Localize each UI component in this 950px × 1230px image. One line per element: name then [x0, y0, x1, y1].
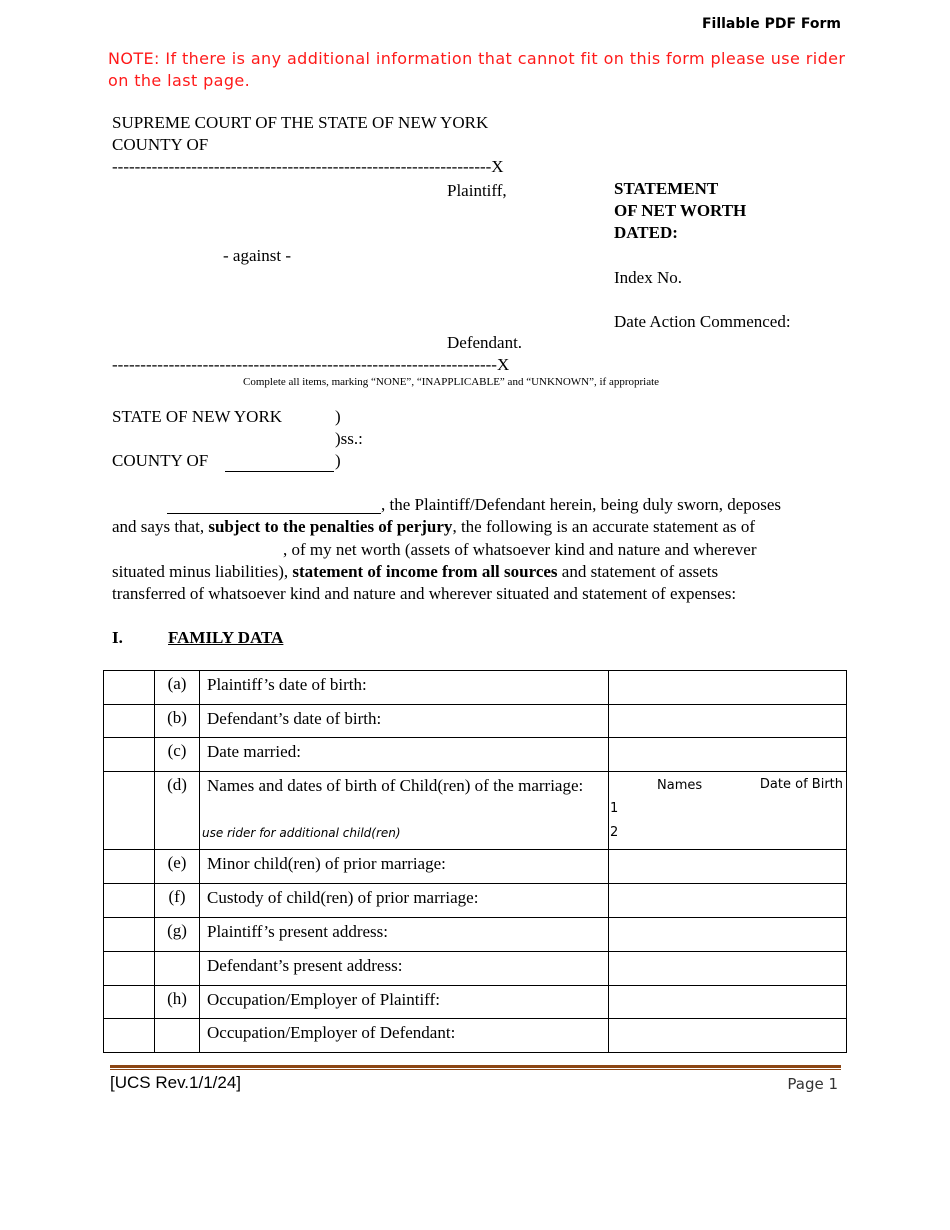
row-label: Occupation/Employer of Plaintiff: [200, 986, 609, 1019]
row-label: Minor child(ren) of prior marriage: [200, 850, 609, 884]
row-label: Plaintiff’s date of birth: [200, 671, 609, 705]
statement-date-field[interactable] [112, 539, 282, 559]
deponent-name-field[interactable] [167, 496, 381, 514]
child-1-number: 1 [610, 801, 619, 816]
caption-divider-bottom: --------------------------------------------------------------------X [112, 355, 510, 374]
row-letter [155, 1019, 200, 1053]
rider-note: NOTE: If there is any additional information that cannot fit on this form please use rider on the last page. [108, 49, 846, 90]
statement-dated: DATED: [614, 223, 678, 242]
table-row [104, 705, 847, 738]
table-row [104, 952, 847, 986]
row-letter: (h) [155, 986, 200, 1019]
revision-label: [UCS Rev.1/1/24] [110, 1073, 242, 1092]
oath-line-4-a: situated minus liabilities), [112, 562, 289, 581]
fillable-pdf-label: Fillable PDF Form [701, 16, 841, 32]
instructions-text: Complete all items, marking “NONE”, “INAPPLICABLE” and “UNKNOWN”, if appropriate [243, 376, 660, 388]
statement-title-1: STATEMENT [614, 179, 719, 198]
table-row [104, 671, 847, 705]
row-label: Defendant’s date of birth: [200, 705, 609, 738]
row-letter [155, 952, 200, 986]
names-header: Names [657, 778, 703, 793]
row-letter: (g) [155, 918, 200, 952]
defendant-label: Defendant. [447, 333, 523, 352]
statement-title-2: OF NET WORTH [614, 201, 747, 220]
against-label: - against - [223, 246, 291, 265]
oath-line-4 [112, 562, 718, 582]
oath-line-3: , of my net worth (assets of whatsoever kind and nature and wherever [283, 540, 757, 559]
row-label: Plaintiff’s present address: [200, 918, 609, 952]
venue-paren-1: ) [335, 407, 341, 426]
plaintiff-occupation-field[interactable] [609, 986, 847, 1019]
row-letter: (b) [155, 705, 200, 738]
table-row [104, 850, 847, 884]
row-label: Date married: [200, 738, 609, 772]
venue-paren-3: ) [335, 451, 341, 470]
children-label-cell [200, 772, 609, 850]
row-letter: (e) [155, 850, 200, 884]
defendant-address-field[interactable] [609, 952, 847, 986]
dob-header: Date of Birth [759, 777, 843, 792]
venue-state: STATE OF NEW YORK [112, 407, 283, 426]
row-label: Names and dates of birth of Child(ren) of the marriage: [207, 776, 584, 795]
child-2-number: 2 [610, 825, 619, 840]
defendant-dob-field[interactable] [609, 705, 847, 738]
table-row [104, 884, 847, 918]
row-letter: (d) [155, 772, 200, 850]
page-number: Page 1 [787, 1075, 838, 1093]
date-married-field[interactable] [609, 738, 847, 772]
oath-line-1: , the Plaintiff/Defendant herein, being duly sworn, deposes [381, 495, 782, 514]
row-letter: (c) [155, 738, 200, 772]
rider-hint: use rider for additional child(ren) [202, 826, 401, 840]
venue-county: COUNTY OF [112, 451, 209, 470]
oath-line-2-a: and says that, [112, 517, 205, 536]
prior-children-field[interactable] [609, 850, 847, 884]
oath-line-2-b: , the following is an accurate statement as of [452, 517, 756, 536]
row-label: Defendant’s present address: [200, 952, 609, 986]
oath-line-4-b: and statement of assets [561, 562, 719, 581]
family-data-table [103, 670, 847, 1053]
income-all-sources: statement of income from all sources [292, 562, 558, 581]
index-no-label: Index No. [614, 268, 682, 287]
plaintiff-address-field[interactable] [609, 918, 847, 952]
section-title: FAMILY DATA [168, 628, 284, 647]
table-row [104, 772, 847, 850]
section-number: I. [112, 628, 123, 647]
plaintiff-label: Plaintiff, [447, 181, 507, 200]
penalties-of-perjury: subject to the penalties of perjury [208, 517, 453, 536]
oath-line-5: transferred of whatsoever kind and nature and wherever situated and statement of expenses: [112, 584, 737, 603]
venue-county-field[interactable] [225, 452, 334, 472]
defendant-occupation-field[interactable] [609, 1019, 847, 1053]
court-name: SUPREME COURT OF THE STATE OF NEW YORK [112, 113, 489, 132]
row-letter: (f) [155, 884, 200, 918]
row-label: Custody of child(ren) of prior marriage: [200, 884, 609, 918]
oath-line-2 [112, 517, 755, 537]
table-row [104, 738, 847, 772]
row-label: Occupation/Employer of Defendant: [200, 1019, 609, 1053]
table-row [104, 986, 847, 1019]
county-label: COUNTY OF [112, 135, 209, 154]
venue-ss: )ss.: [335, 429, 363, 448]
table-row [104, 918, 847, 952]
children-field[interactable] [609, 772, 847, 850]
table-row [104, 1019, 847, 1053]
date-commenced-label: Date Action Commenced: [614, 312, 791, 331]
footer-rule [110, 1065, 841, 1068]
plaintiff-dob-field[interactable] [609, 671, 847, 705]
caption-divider-top: -------------------------------------------------------------------X [112, 157, 504, 176]
prior-custody-field[interactable] [609, 884, 847, 918]
footer-rule-thin [110, 1069, 841, 1070]
row-letter: (a) [155, 671, 200, 705]
